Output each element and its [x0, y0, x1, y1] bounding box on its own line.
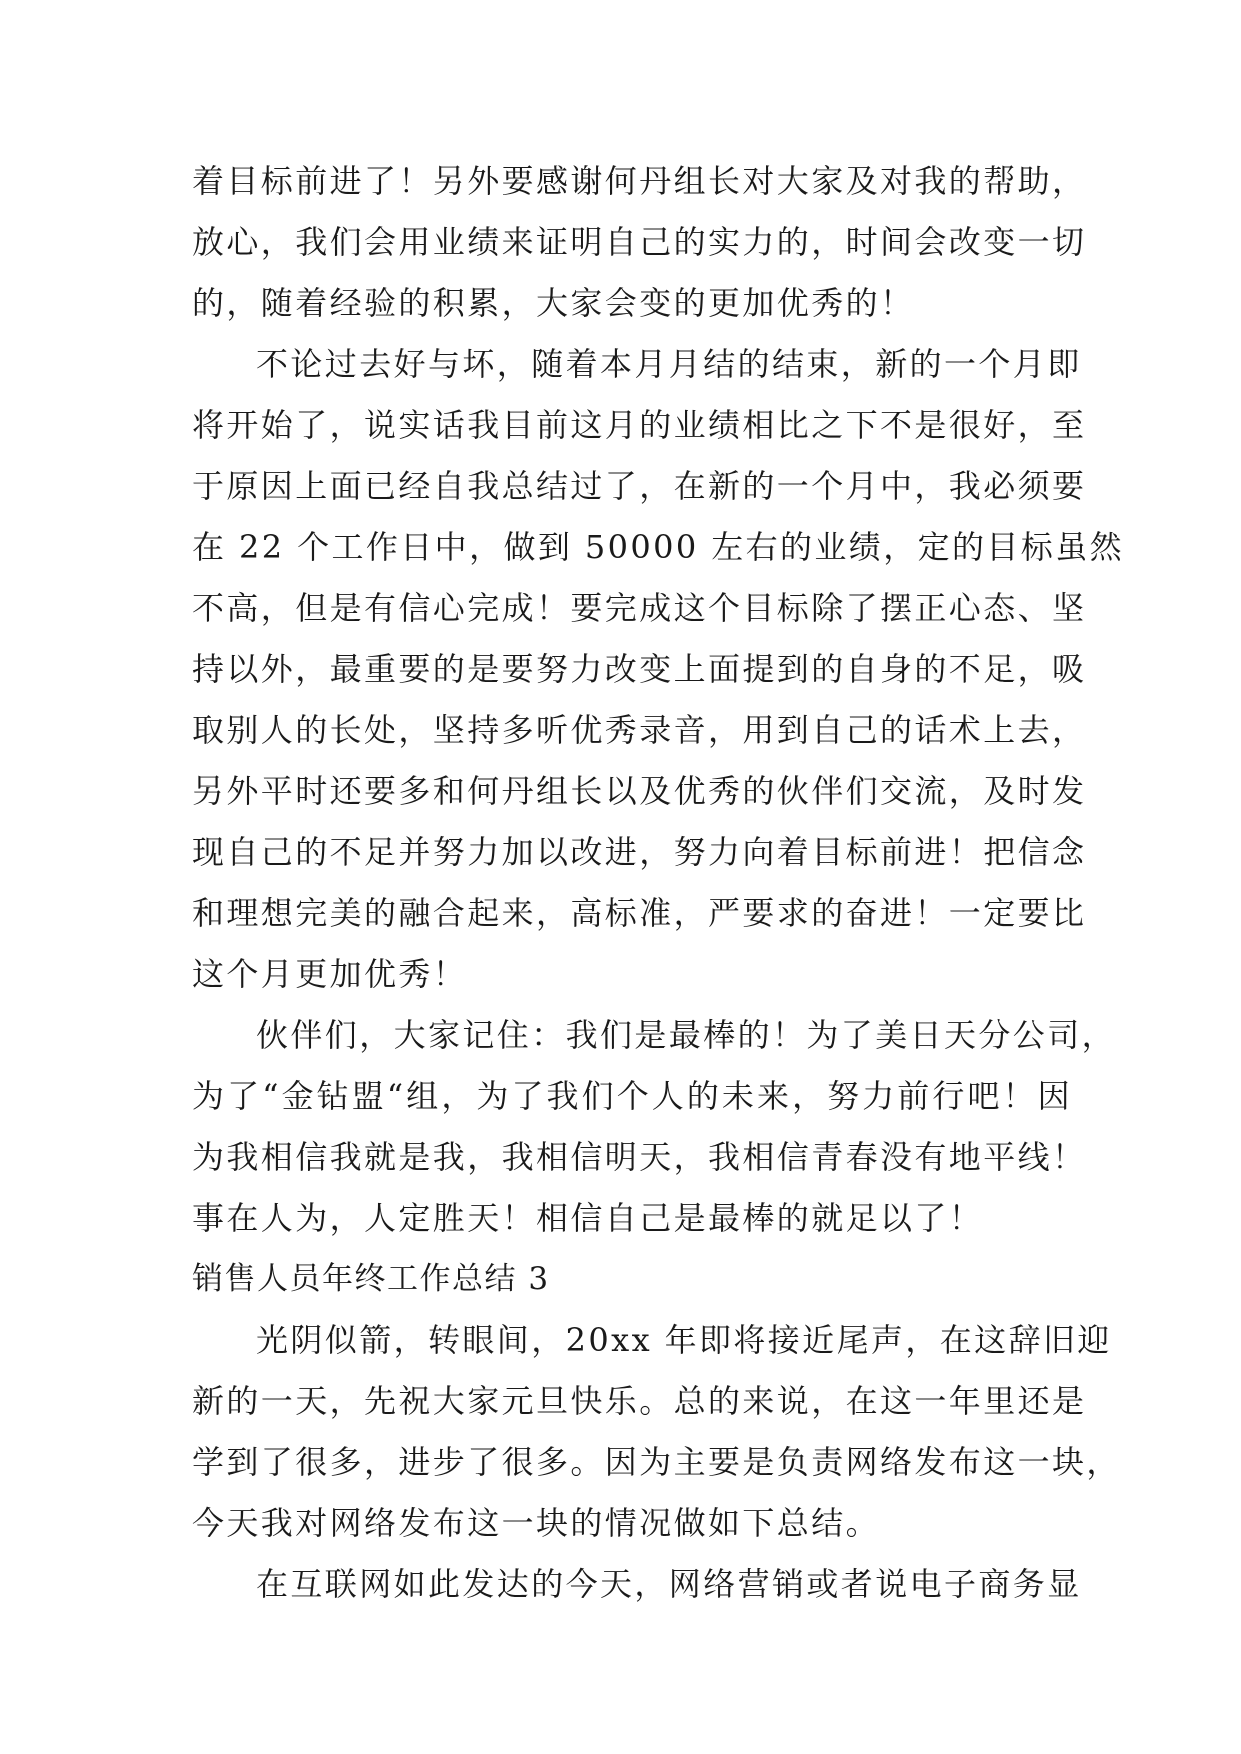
paragraph: [192, 1310, 1121, 1554]
text-line: 不高，但是有信心完成！要完成这个目标除了摆正心态、坚: [192, 589, 1087, 627]
text-line: 在 22 个工作日中，做到 50000 左右的业绩，定的目标虽然: [192, 528, 1125, 566]
section-heading: 销售人员年终工作总结 3: [192, 1261, 550, 1297]
document-body: [192, 151, 1125, 1615]
text-line: 为我相信我就是我，我相信明天，我相信青春没有地平线！: [192, 1138, 1087, 1176]
paragraph: [192, 151, 1087, 334]
paragraph: [192, 1554, 1082, 1615]
text-line: 于原因上面已经自我总结过了，在新的一个月中，我必须要: [192, 467, 1087, 505]
text-line: 光阴似箭，转眼间，20xx 年即将接近尾声，在这辞旧迎: [256, 1321, 1112, 1359]
paragraph: [192, 1005, 1117, 1249]
text-line: 不论过去好与坏，随着本月月结的结束，新的一个月即: [256, 345, 1082, 383]
text-line: 为了“金钻盟“组，为了我们个人的未来，努力前行吧！因: [192, 1077, 1072, 1115]
text-line: 伙伴们，大家记住：我们是最棒的！为了美日天分公司，: [256, 1016, 1117, 1054]
text-line: 将开始了，说实话我目前这月的业绩相比之下不是很好，至: [192, 406, 1087, 444]
text-line: 这个月更加优秀！: [192, 955, 468, 993]
text-line: 和理想完美的融合起来，高标准，严要求的奋进！一定要比: [192, 894, 1087, 932]
text-line: 着目标前进了！另外要感谢何丹组长对大家及对我的帮助，: [192, 162, 1087, 200]
text-line: 现自己的不足并努力加以改进，努力向着目标前进！把信念: [192, 833, 1087, 871]
text-line: 放心，我们会用业绩来证明自己的实力的，时间会改变一切: [192, 223, 1087, 261]
text-line: 学到了很多，进步了很多。因为主要是负责网络发布这一块，: [192, 1443, 1121, 1481]
text-line: 新的一天，先祝大家元旦快乐。总的来说，在这一年里还是: [192, 1382, 1087, 1420]
text-line: 取别人的长处，坚持多听优秀录音，用到自己的话术上去，: [192, 711, 1087, 749]
text-line: 在互联网如此发达的今天，网络营销或者说电子商务显: [256, 1565, 1082, 1603]
paragraph: [192, 334, 1125, 1005]
text-line: 持以外，最重要的是要努力改变上面提到的自身的不足，吸: [192, 650, 1087, 688]
text-line: 另外平时还要多和何丹组长以及优秀的伙伴们交流，及时发: [192, 772, 1087, 810]
text-line: 今天我对网络发布这一块的情况做如下总结。: [192, 1504, 881, 1542]
text-line: 事在人为，人定胜天！相信自己是最棒的就足以了！: [192, 1199, 984, 1237]
text-line: 的，随着经验的积累，大家会变的更加优秀的！: [192, 284, 915, 322]
